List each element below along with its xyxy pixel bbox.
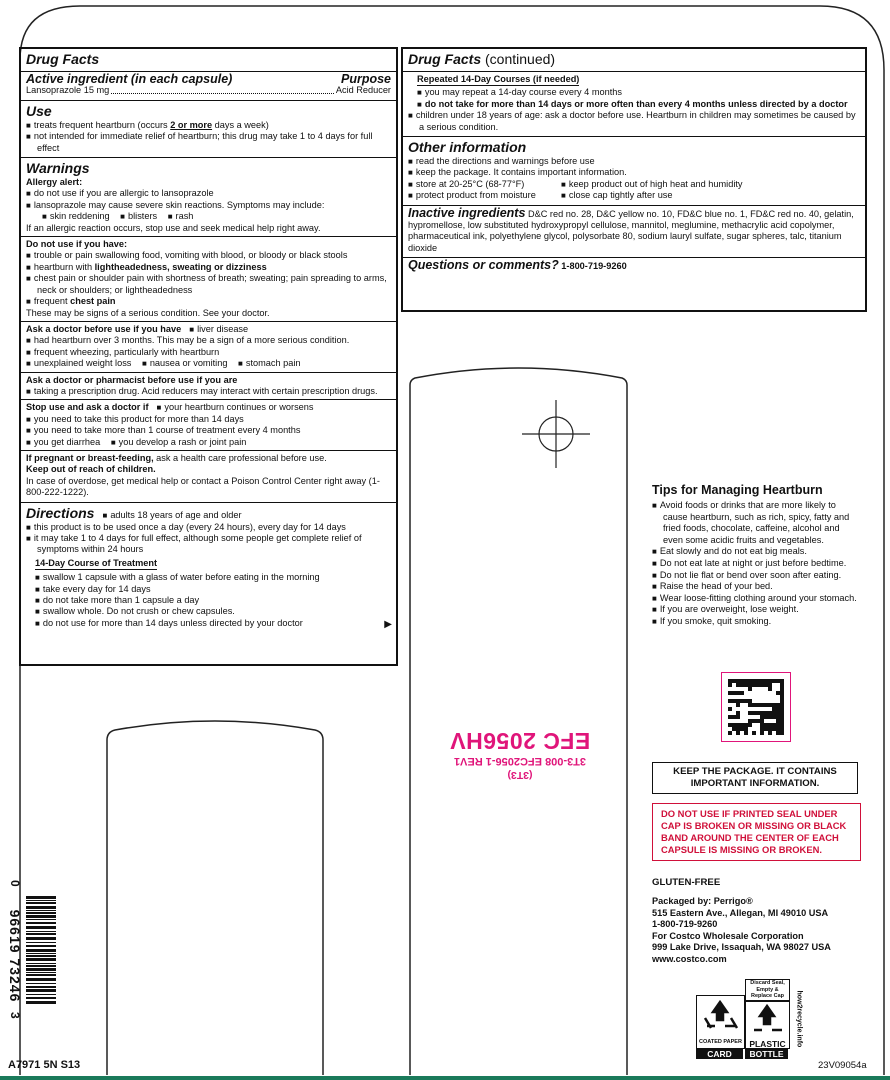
use-item: ■ treats frequent heartburn (occurs 2 or more days a week) (26, 120, 391, 131)
other-info-heading: Other information (408, 139, 527, 156)
stop-use-row: ■ you get diarrhea ■ you develop a rash or joint pain (26, 437, 391, 448)
tip-item: ■ If you smoke, quit smoking. (652, 616, 862, 628)
active-ingredient-label: Active ingredient (in each capsule) (26, 72, 233, 86)
allergy-alert: Allergy alert: (26, 177, 83, 188)
course-item: ■ swallow 1 capsule with a glass of water before eating in the morning (35, 572, 391, 583)
coated-paper-card-label: COATED PAPER (696, 995, 745, 1049)
ask-pharmacist-item: ■ taking a prescription drug. Acid reducers may interact with certain prescription drugs. (26, 386, 391, 397)
recycle-logos (696, 979, 806, 1069)
drug-facts-continued-heading: Drug Facts (continued) (408, 51, 556, 67)
do-not-use-item: ■ chest pain or shoulder pain with shortness of breath; sweating; pain spreading to arms, neck or shoulders; or lightheadedness (26, 273, 391, 296)
children-item: ■ children under 18 years of age: ask a doctor before use. Heartburn in children may sometimes be caused by a serious condition. (408, 110, 860, 133)
drug-facts-panel-left: Drug Facts Active ingredient (in each capsule) Purpose Lansoprazole 15 mg Acid Reducer Use ■ treats frequent heartburn (occurs 2 or more days a week) ■ not intended for immediate relief of heartburn; this drug may take 1 to 4 days for full effect Warnings Allergy alert: ■ do not use if you are allergic to lansoprazole ■ lansoprazole may cause severe skin reactions. Symptoms may include: ■ skin reddening ■ blisters ■ rash If an allergic reaction occurs, stop use and seek medical help right away. Do not use if you have: ■ trouble or pain swallowing food, vomiting with blood, or bloody or black stools ■ heartburn with lightheadedness, sweating or dizziness ■ chest pain or shoulder pain with shortness of breath; sweating; pain spreading to arms, neck or shoulders; or lightheadedness ■ frequent chest pain These may be signs of a serious condition. See your doctor. Ask a doctor before use if you have■ liver disease ■ had heartburn over 3 months. This may be a sign of a more serious condition. ■ frequent wheezing, particularly with heartburn ■ unexplained weight loss ■ nausea or vomiting ■ stomach pain Ask a doctor or pharmacist before use if you are ■ taking a prescription drug. Acid reducers may interact with certain prescription drugs. Stop use and ask a doctor if■ your heartburn continues or worsens ■ you need to take this product for more than 14 days ■ you need to take more than 1 course of treatment every 4 months ■ you get diarrhea ■ you develop a rash or joint pain If pregnant or breast-feeding, ask a health care professional before use. Keep out of reach of children. In case of overdose, get medical help or contact a Poison Control Center right away (1-800-222-1222). Directions■ adults 18 years of age and older ■ this product is to be used once a day (every 24 hours), every day for 14 days ■ it may take 1 to 4 days for full effect, although some people get complete relief of symptoms within 24 hours 14-Day Course of Treatment ■ swallow 1 capsule with a glass of water before eating in the morning ■ take every day for 14 days ■ do not take more than 1 capsule a day ■ swallow whole. Do not crush or chew capsules. ■ do not use for more than 14 days unless directed by your doctor ▶ (19, 47, 398, 666)
product-code-block (430, 728, 610, 781)
do-not-use-item: ■ heartburn with lightheadedness, sweating or dizziness (26, 262, 391, 273)
tip-item: ■ Do not lie flat or bend over soon after eating. (652, 570, 862, 582)
directions-item: ■ it may take 1 to 4 days for full effect, although some people get complete relief of symptoms within 24 hours (26, 533, 391, 556)
tip-item: ■ If you are overweight, lose weight. (652, 604, 862, 616)
other-info-item: ■ keep the package. It contains important information. (408, 167, 860, 178)
ingredient-purpose: Acid Reducer (335, 85, 391, 96)
bottle-label: BOTTLE (745, 1049, 788, 1059)
directions-item: ■ this product is to be used once a day (every 24 hours), every day for 14 days (26, 522, 391, 533)
ask-doctor-row: ■ unexplained weight loss ■ nausea or vomiting ■ stomach pain (26, 358, 391, 369)
barcode-icon (26, 896, 56, 1006)
other-info-row: ■ store at 20-25°C (68-77°F)■ keep product out of high heat and humidity (408, 179, 860, 190)
qr-code-icon (722, 673, 790, 741)
product-code-line2: 3T3-008 EFC2056-1 REV1 (453, 755, 587, 767)
tips-section (652, 483, 862, 628)
do-not-use-item: ■ frequent chest pain (26, 296, 391, 307)
allergy-item: ■ lansoprazole may cause severe skin reactions. Symptoms may include: (26, 200, 391, 211)
pregnant-warning: If pregnant or breast-feeding, ask a health care professional before use. (26, 452, 327, 463)
stop-use-item: ■ you need to take more than 1 course of treatment every 4 months (26, 425, 391, 436)
course-item: ■ do not use for more than 14 days unless directed by your doctor (35, 618, 391, 629)
allergy-note: If an allergic reaction occurs, stop use and seek medical help right away. (26, 222, 321, 233)
barcode (8, 880, 58, 1030)
ask-pharmacist-heading: Ask a doctor or pharmacist before use if you are (26, 374, 238, 385)
course-item: ■ swallow whole. Do not crush or chew capsules. (35, 606, 391, 617)
plastic-bottle-label: PLASTIC (745, 1001, 790, 1049)
keep-out-of-reach: Keep out of reach of children. (26, 464, 156, 475)
keep-package-notice: KEEP THE PACKAGE. IT CONTAINS IMPORTANT INFORMATION. (652, 762, 858, 794)
discard-label: Discard Seal, Empty & Replace Cap (745, 979, 790, 1001)
allergy-item: ■ do not use if you are allergic to lansoprazole (26, 188, 391, 199)
bottom-left-code: A7971 5N S13 (8, 1059, 81, 1071)
qr-code (721, 672, 791, 742)
use-heading: Use (26, 102, 52, 119)
stop-use-item: ■ you need to take this product for more than 14 days (26, 414, 391, 425)
skin-symptoms: ■ skin reddening ■ blisters ■ rash (26, 211, 391, 222)
do-not-use-item: ■ trouble or pain swallowing food, vomiting with blood, or bloody or black stools (26, 250, 391, 261)
recycle-icon (697, 996, 744, 1034)
seal-warning: DO NOT USE IF PRINTED SEAL UNDER CAP IS BROKEN OR MISSING OR BLACK BAND AROUND THE CENTER OF EACH CAPSULE IS MISSING OR BROKEN. (652, 803, 861, 861)
bottom-right-code: 23V09054a (818, 1060, 867, 1071)
other-info-row: ■ protect product from moisture■ close cap tightly after use (408, 190, 860, 201)
stop-use-heading: Stop use and ask a doctor if (26, 402, 149, 413)
warnings-heading: Warnings (26, 160, 90, 177)
tip-item: ■ Do not eat late at night or just before bedtime. (652, 558, 862, 570)
repeated-courses-heading: Repeated 14-Day Courses (if needed) (417, 74, 579, 86)
tip-item: ■ Wear loose-fitting clothing around your stomach. (652, 593, 862, 605)
drug-facts-panel-right (401, 47, 867, 312)
packager-info: Packaged by: Perrigo® 515 Eastern Ave., Allegan, MI 49010 USA 1-800-719-9260 For Costco Wholesale Corporation 999 Lake Drive, Issaquah, WA 98027 USA www.costco.com (652, 896, 831, 964)
repeated-item: ■ do not take for more than 14 days or more often than every 4 months unless directed by a doctor (417, 99, 860, 110)
continue-arrow-icon: ▶ (384, 618, 392, 630)
barcode-digit-top: 0 (8, 880, 22, 887)
questions-line: Questions or comments? 1-800-719-9260 (408, 258, 627, 273)
tip-item: ■ Eat slowly and do not eat big meals. (652, 546, 862, 558)
inactive-ingredients: Inactive ingredients D&C red no. 28, D&C yellow no. 10, FD&C blue no. 1, FD&C red no. 40, gelatin, hypromellose, low substituted hydroxypropyl cellulose, mannitol, meglumine, methacrylic acid copolymer, pharmaceutical ink, polyethylene glycol, polysorbate 80, sodium lauryl sulfate, sugar spheres, talc, titanium dioxide (408, 205, 854, 253)
drug-facts-heading: Drug Facts (26, 51, 100, 67)
tip-item: ■ Avoid foods or drinks that are more likely to cause heartburn, such as rich, spicy, fatty and fried foods, chocolate, caffeine, alcohol and even some acidic fruits and vegetables. (652, 500, 862, 546)
ask-doctor-item: ■ had heartburn over 3 months. This may be a sign of a more serious condition. (26, 335, 391, 346)
course-heading: 14-Day Course of Treatment (35, 558, 157, 570)
course-item: ■ take every day for 14 days (35, 584, 391, 595)
card-label: CARD (696, 1049, 743, 1059)
product-code-line3: (3T3) (507, 769, 533, 781)
repeated-item: ■ you may repeat a 14-day course every 4 months (417, 87, 860, 98)
purpose-label: Purpose (340, 72, 391, 86)
overdose-note: In case of overdose, get medical help or contact a Poison Control Center right away (1-800-222-1222). (26, 475, 380, 498)
ask-doctor-item: ■ frequent wheezing, particularly with heartburn (26, 347, 391, 358)
barcode-digits: 96619 73246 (7, 909, 23, 1003)
directions-heading: Directions (26, 504, 95, 521)
use-item: ■ not intended for immediate relief of heartburn; this drug may take 1 to 4 days for full effect (26, 131, 391, 154)
barcode-digit-bottom: 3 (8, 1012, 22, 1019)
product-code-line1: EFC 2056HV (449, 728, 591, 754)
ingredient-name: Lansoprazole 15 mg (26, 85, 110, 96)
gluten-free-label: GLUTEN-FREE (652, 877, 721, 888)
tips-heading: Tips for Managing Heartburn (652, 483, 823, 497)
how2recycle-label: how2recycle.info (795, 990, 803, 1048)
serious-note: These may be signs of a serious condition. See your doctor. (26, 307, 270, 318)
other-info-item: ■ read the directions and warnings before use (408, 156, 860, 167)
do-not-use-heading: Do not use if you have: (26, 239, 128, 250)
course-item: ■ do not take more than 1 capsule a day (35, 595, 391, 606)
recycle-icon (746, 1002, 789, 1034)
tip-item: ■ Raise the head of your bed. (652, 581, 862, 593)
ask-doctor-heading: Ask a doctor before use if you have (26, 323, 182, 334)
